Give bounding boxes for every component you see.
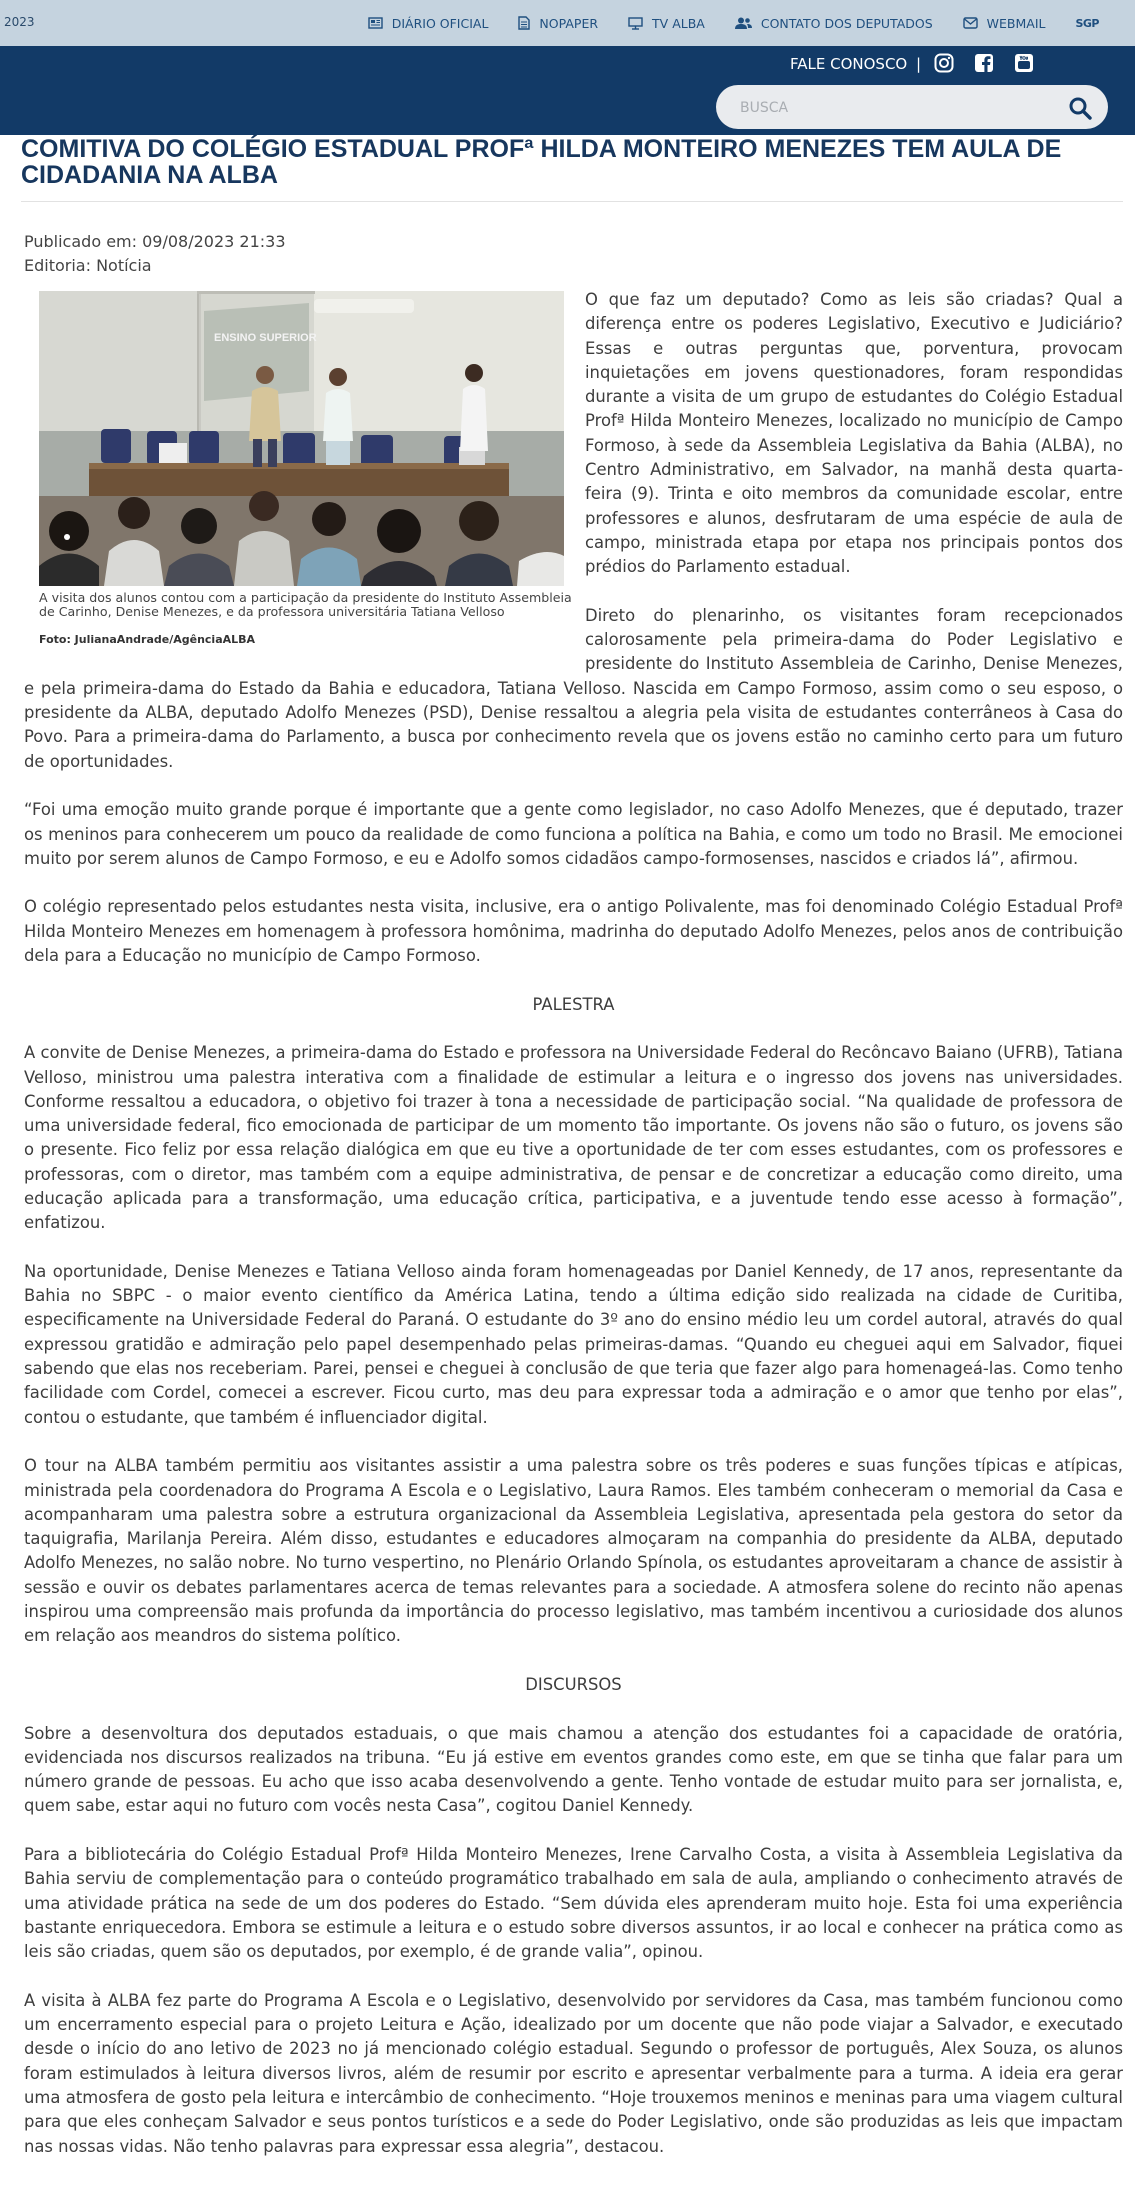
diario-oficial-link[interactable]: [368, 16, 489, 31]
year-label: 2023: [4, 15, 35, 29]
webmail-link[interactable]: [963, 16, 1046, 31]
diario-oficial-label: DIÁRIO OFICIAL: [391, 15, 489, 31]
sgp-logo-link[interactable]: SGP: [1075, 16, 1099, 30]
newspaper-icon: [368, 17, 383, 29]
youtube-icon[interactable]: [1014, 53, 1034, 73]
section-heading-palestra: PALESTRA: [532, 994, 615, 1014]
slide-text: ENSINO SUPERIOR: [214, 332, 317, 344]
article-paragraph: Para a bibliotecária do Colégio Estadual Profª Hilda Monteiro Menezes, Irene Carvalho Costa, a visita à Assembleia Legislativa da Bahia serviu de complementação para o conteúdo programático trabalhado em sala de aula, ampliando o conhecimento através de uma atividade prática na sede de um dos poderes do Estado. “Sem dúvida eles aprenderam muito hoje. Esta foi uma experiência bastante enriquecedora. Embora se estimule a leitura e o estudo sobre diversos assuntos, ir ao local e conhecer na prática como as leis são criadas, quem são os deputados, por exemplo, é de grande valia”, opinou.: [24, 1845, 1123, 1962]
section-heading-discursos: DISCURSOS: [525, 1674, 622, 1694]
tv-alba-label: TV ALBA: [652, 15, 705, 31]
article-paragraph: “Foi uma emoção muito grande porque é importante que a gente como legislador, no caso Adolfo Menezes, que é deputado, trazer os meninos para conhecerem um pouco da realidade de como funciona a política na Bahia, e como um todo no Brasil. Me emocionei muito por serem alunos de Campo Formoso, e eu e Adolfo somos cidadãos campo-formosenses, nascidos e criados lá”, afirmou.: [24, 800, 1123, 868]
article-paragraph: A convite de Denise Menezes, a primeira-dama do Estado e professora na Universidade Federal do Recôncavo Baiano (UFRB), Tatiana Velloso, ministrou uma palestra interativa com a finalidade de estimular a leitura e o ingresso dos jovens nas universidades. Conforme ressaltou a educadora, o objetivo foi trazer à tona a necessidade de participação social. “Na qualidade de professora de uma universidade federal, fico emocionada de participar de um momento tão importante. Os jovens não são o futuro, os jovens são o presente. Fico feliz por essa relação dialógica em que eu tive a oportunidade de ter com esses estudantes, com os professores e professoras, com o diretor, mas também com a equipe administrativa, de pensar e de concretizar a educação como direito, uma educação aplicada para a transformação, uma educação crítica, participativa, e a juventude tendo esse acesso à formação”, enfatizou.: [24, 1043, 1123, 1233]
article-paragraph: Direto do plenarinho, os visitantes foram recepcionados calorosamente pela primeira-dama do Poder Legislativo e presidente do Instituto Assembleia de Carinho, Denise Menezes, e pela primeira-dama do Estado da Bahia e educadora, Tatiana Velloso. Nascida em Campo Formoso, assim como o seu esposo, o presidente da ALBA, deputado Adolfo Menezes (PSD), Denise ressaltou a alegria pela visita de estudantes conterrâneos à Casa do Povo. Para a primeira-dama do Parlamento, a busca por conhecimento revela que os jovens estão no caminho certo para um futuro de oportunidades.: [24, 605, 1123, 771]
article-title: COMITIVA DO COLÉGIO ESTADUAL PROFª HILDA MONTEIRO MENEZES TEM AULA DE CIDADANIA NA ALBA: [21, 135, 1062, 189]
article-section: Editoria: Notícia: [24, 256, 152, 275]
article-paragraph: Na oportunidade, Denise Menezes e Tatiana Velloso ainda foram homenageadas por Daniel Kennedy, de 17 anos, representante da Bahia no SBPC - o maior evento científico da América Latina, tendo a última edição sido realizada na cidade de Curitiba, especificamente na Universidade Federal do Paraná. O estudante do 3º ano do ensino médio leu um cordel autoral, através do qual expressou gratidão e admiração pelo papel desempenhado pelas primeiras-damas. “Quando eu cheguei aqui em Salvador, fiquei sabendo que elas nos receberiam. Parei, pensei e cheguei à conclusão de que teria que fazer algo para homenageá-las. Como tenho facilidade com Cordel, comecei a escrever. Ficou curto, mas deu para expressar toda a admiração e o amor que tenho por elas”, contou o estudante, que também é influenciador digital.: [24, 1261, 1123, 1427]
article-paragraph: O colégio representado pelos estudantes nesta visita, inclusive, era o antigo Polivalente, mas foi denominado Colégio Estadual Profª Hilda Monteiro Menezes em homenagem à professora homônima, madrinha do deputado Adolfo Menezes, pelos anos de contribuição dela para a Educação no município de Campo Formoso.: [24, 897, 1123, 966]
fale-conosco-link[interactable]: FALE CONOSCO: [790, 55, 908, 73]
tv-alba-link[interactable]: [628, 16, 705, 31]
article-figure: [39, 291, 574, 652]
facebook-icon[interactable]: [974, 53, 994, 73]
article-paragraph: Sobre a desenvoltura dos deputados estaduais, o que mais chamou a atenção dos estudantes foi a capacidade de oratória, evidenciada nos discursos realizados na tribuna. “Eu já estive em eventos grandes como este, em que se tinha que falar para um número grande de pessoas. Eu acho que isso acaba desenvolvendo a gente. Tenho vontade de estudar muito para ser jornalista, e, quem sabe, estar aqui no futuro com vocês nesta Casa”, cogitou Daniel Kennedy.: [24, 1723, 1123, 1816]
article-photo: [39, 291, 564, 586]
header-separator: |: [916, 55, 922, 73]
nopaper-label: NOPAPER: [539, 15, 599, 31]
monitor-icon: [628, 17, 643, 30]
article-body: [24, 288, 1123, 2183]
article-paragraph: O tour na ALBA também permitiu aos visitantes assistir a uma palestra sobre os três poderes e suas funções típicas e atípicas, ministrada pela coordenadora do Programa A Escola e o Legislativo, Laura Ramos. Eles também conheceram o memorial da Casa e acompanharam uma palestra sobre a estrutura organizacional da Assembleia Legislativa, apresentada pela gestora do setor da taquigrafia, Marilanja Pereira. Além disso, estudantes e educadores almoçaram na companhia do presidente da ALBA, deputado Adolfo Menezes, no salão nobre. No turno vespertino, no Plenário Orlando Spínola, os estudantes aproveitaram a chance de assistir à sessão e ouvir os debates parlamentares acerca de temas relevantes para a sociedade. A atmosfera solene do recinto não apenas inspirou uma compreensão mais profunda da importância do processo legislativo, mas também incentivou a curiosidade dos alunos em relação aos meandros do sistema político.: [24, 1456, 1123, 1646]
published-date: Publicado em: 09/08/2023 21:33: [24, 232, 286, 251]
article-paragraph: A visita à ALBA fez parte do Programa A Escola e o Legislativo, desenvolvido por servidores da Casa, mas também funcionou como um encerramento especial para o projeto Leitura e Ação, idealizado por um docente que não pode viajar a Salvador, e executado desde o início do ano letivo de 2023 no já mencionado colégio estadual. Segundo o professor de português, Alex Souza, os alunos foram estimulados à leitura diversos livros, além de resumir por escrito e apresentar verbalmente para a turma. A ideia era gerar uma atmosfera de gosto pela leitura e intercâmbio de conhecimento. “Hoje trouxemos meninos e meninas para uma viagem cultural para que eles conheçam Salvador e seus pontos turísticos e a sede do Poder Legislativo, onde são produzidas as leis que impactam nas nossas vidas. Não tenho palavras para expressar essa alegria”, destacou.: [24, 1990, 1123, 2156]
site-header: [0, 46, 1135, 135]
envelope-icon: [963, 17, 978, 29]
search-input[interactable]: [738, 85, 1042, 131]
search-icon[interactable]: [1068, 96, 1092, 120]
instagram-icon[interactable]: [934, 53, 954, 73]
webmail-label: WEBMAIL: [986, 15, 1046, 31]
contato-deputados-label: CONTATO DOS DEPUTADOS: [760, 15, 933, 31]
title-divider: [21, 201, 1123, 202]
document-icon: [518, 16, 530, 30]
search-bar: [716, 85, 1108, 129]
contato-deputados-link[interactable]: [735, 16, 933, 31]
article-paragraph: O que faz um deputado? Como as leis são criadas? Qual a diferença entre os poderes Legislativo, Executivo e Judiciário? Essas e outras perguntas que, porventura, provocam inquietações em jovens questionadores, foram respondidas durante a visita de um grupo de estudantes do Colégio Estadual Profª Hilda Monteiro Menezes, localizado no município de Campo Formoso, à sede da Assembleia Legislativa da Bahia (ALBA), no Centro Administrativo, em Salvador, na manhã desta quarta-feira (9). Trinta e oito membros da comunidade escolar, entre professores e alunos, desfrutaram de uma espécie de aula de campo, ministrada etapa por etapa nos principais pontos dos prédios do Parlamento estadual.: [585, 290, 1123, 577]
users-icon: [735, 17, 752, 30]
nopaper-link[interactable]: [518, 16, 598, 31]
photo-credit: Foto: JulianaAndrade/AgênciaALBA: [39, 633, 256, 646]
top-links: [368, 0, 1135, 46]
photo-caption: A visita dos alunos contou com a participação da presidente do Instituto Assembleia de Carinho, Denise Menezes, e da professora universitária Tatiana Velloso: [39, 590, 572, 619]
top-utility-bar: [0, 0, 1135, 46]
